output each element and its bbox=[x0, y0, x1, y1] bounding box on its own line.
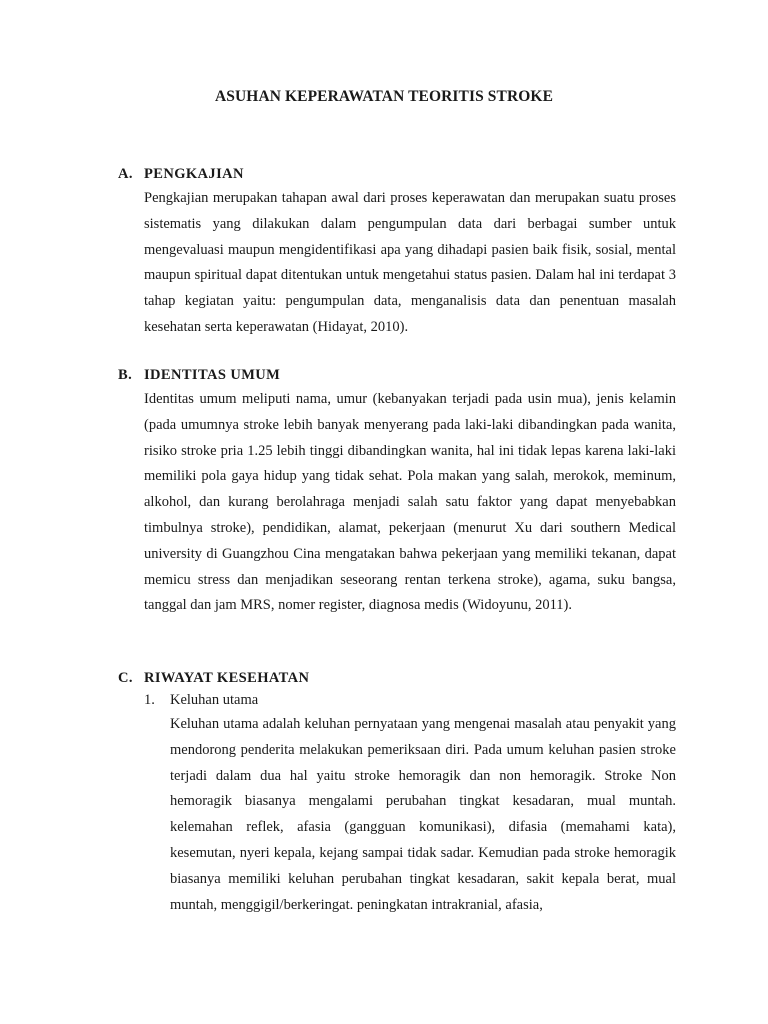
section-letter: C. bbox=[118, 670, 133, 686]
sub-heading bbox=[144, 690, 676, 710]
sub-paragraph: Keluhan utama adalah keluhan pernyataan yang mengenai masalah atau penyakit yang mendorong penderita melakukan pemeriksaan diri. Pada umum keluhan pasien stroke terjadi dalam dua hal yaitu stroke hemoragik dan non hemoragik. Stroke Non hemoragik biasanya mengalami perubahan tingkat kesadaran, mual muntah. kelemahan reflek, afasia (gangguan komunikasi), difasia (memahami kata), kesemutan, nyeri kepala, kejang sampai tidak sadar. Kemudian pada stroke hemoragik biasanya memiliki keluhan perubahan tingkat kesadaran, sakit kepala berat, mual muntah, menggigil/berkeringat. peningkatan intrakranial, afasia, bbox=[170, 716, 676, 913]
list-item-keluhan-utama bbox=[144, 690, 676, 918]
section-pengkajian bbox=[118, 164, 676, 341]
section-paragraph: Pengkajian merupakan tahapan awal dari proses keperawatan dan merupakan suatu proses sistematis yang dilakukan dalam pengumpulan data dari berbagai sumber untuk mengevaluasi maupun mengidentifikasi apa yang dihadapi pasien baik fisik, sosial, mental maupun spiritual dapat ditentukan untuk mengetahui status pasien. Dalam hal ini terdapat 3 tahap kegiatan yaitu: pengumpulan data, menganalisis data dan penentuan masalah kesehatan serta keperawatan (Hidayat, 2010). bbox=[144, 190, 676, 335]
section-title: PENGKAJIAN bbox=[144, 166, 244, 182]
page-title: ASUHAN KEPERAWATAN TEORITIS STROKE bbox=[214, 88, 554, 105]
section-heading bbox=[118, 365, 676, 385]
section-identitas-umum bbox=[118, 365, 676, 619]
sub-number: 1. bbox=[144, 692, 155, 708]
section-riwayat-kesehatan bbox=[118, 668, 676, 918]
section-title: RIWAYAT KESEHATAN bbox=[144, 670, 310, 686]
sub-title: Keluhan utama bbox=[170, 692, 259, 708]
section-heading bbox=[118, 668, 676, 688]
section-letter: B. bbox=[118, 367, 133, 383]
section-title: IDENTITAS UMUM bbox=[144, 367, 281, 383]
section-paragraph: Identitas umum meliputi nama, umur (kebanyakan terjadi pada usin mua), jenis kelamin (pada umumnya stroke lebih banyak menyerang pada laki-laki dibandingkan pada wanita, risiko stroke pria 1.25 lebih tinggi dibandingkan wanita, hal ini tidak lepas karena laki-laki memiliki pola gaya hidup yang tidak sehat. Pola makan yang salah, merokok, meminum, alkohol, dan kurang berolahraga menjadi salah satu faktor yang dapat menyebabkan timbulnya stroke), pendidikan, alamat, pekerjaan (menurut Xu dari southern Medical university di Guangzhou Cina mengatakan bahwa pekerjaan yang memiliki tekanan, dapat memicu stress dan menjadikan seseorang rentan terkena stroke), agama, suku bangsa, tanggal dan jam MRS, nomer register, diagnosa medis (Widoyunu, 2011). bbox=[144, 391, 676, 614]
section-letter: A. bbox=[118, 166, 133, 182]
section-heading bbox=[118, 164, 676, 184]
